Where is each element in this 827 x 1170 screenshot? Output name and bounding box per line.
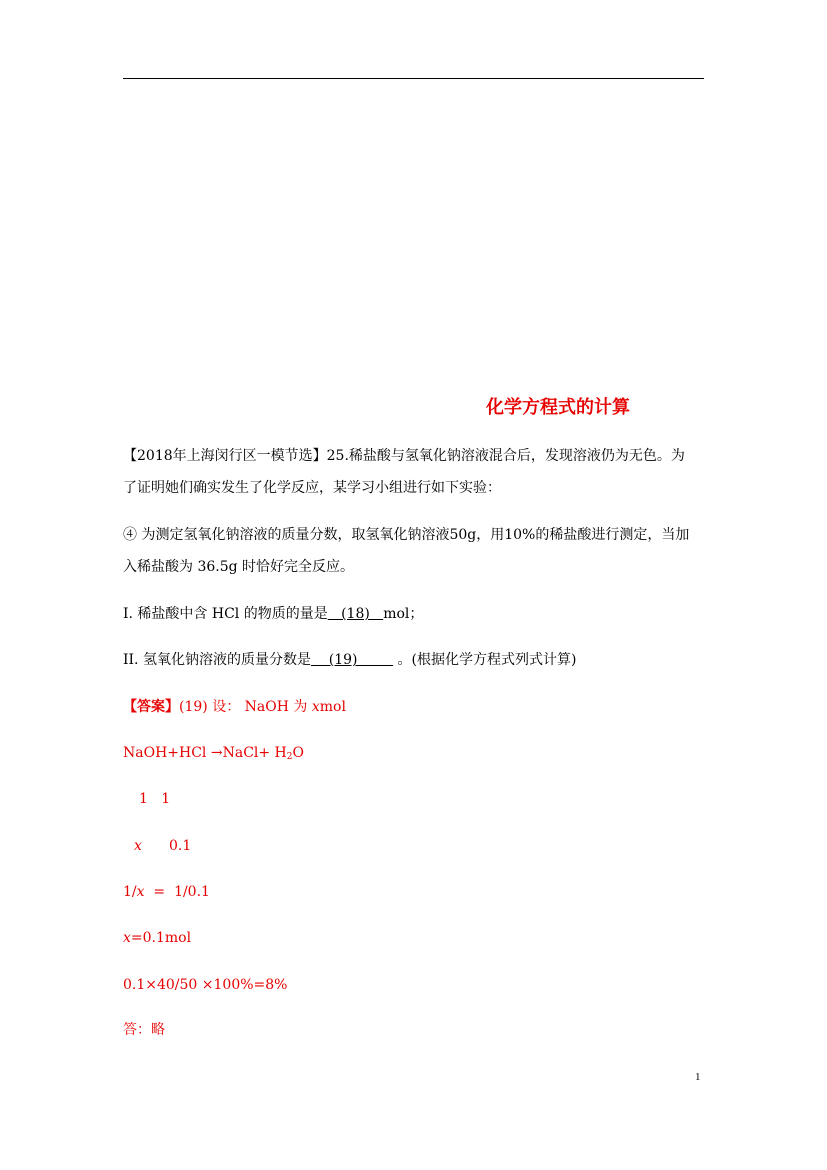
sub1-prefix: I. 稀盐酸中含 HCl 的物质的量是 (123, 606, 328, 622)
equation-right: O (292, 745, 304, 761)
question-intro-text: 25.稀盐酸与氢氧化钠溶液混合后，发现溶液仍为无色。为 (326, 448, 685, 464)
equation-line (123, 744, 304, 766)
sub2-blank: (19) (310, 652, 394, 668)
sub-question-2 (123, 651, 576, 669)
sub1-suffix: mol； (383, 606, 424, 622)
question-intro-line2: 了证明她们确实发生了化学反应，某学习小组进行如下实验： (123, 480, 501, 496)
proportion-post: = 1/0.1 (144, 884, 210, 900)
answer-set-var: x (311, 699, 320, 715)
equation-left: NaOH+HCl →NaCl+ H (123, 745, 287, 761)
conclusion-line: 答：略 (123, 1022, 165, 1038)
proportion-line (123, 883, 210, 901)
percent-calc-line: 0.1×40/50 ×100%=8% (123, 977, 288, 993)
page-title: 化学方程式的计算 (486, 397, 630, 418)
result-line (123, 929, 191, 947)
x-label: x (134, 838, 142, 854)
part4-line1: ④ 为测定氢氧化钠溶液的质量分数，取氢氧化钠溶液50g，用10%的稀盐酸进行测定，当加 (123, 527, 690, 543)
equation-subscript: 2 (286, 752, 293, 762)
page-number: 1 (695, 1071, 701, 1083)
answer-label: 【答案】 (123, 699, 179, 715)
answer-set-unit: mol (319, 699, 346, 715)
x-value: 0.1 (169, 838, 192, 854)
sub1-blank: (18) (327, 606, 384, 622)
answer-set-line (123, 698, 346, 716)
proportion-pre: 1/ (123, 884, 137, 900)
sub2-prefix: II. 氢氧化钠溶液的质量分数是 (123, 652, 311, 668)
sub-question-1 (123, 605, 423, 623)
result-var: x (123, 930, 131, 946)
part4-line2: 入稀盐酸为 36.5g 时恰好完全反应。 (123, 559, 355, 575)
header-rule (123, 78, 704, 79)
proportion-var: x (136, 884, 145, 900)
result-value: =0.1mol (130, 930, 192, 946)
answer-set-prefix: (19) 设： NaOH 为 (179, 699, 312, 715)
sub2-suffix: 。(根据化学方程式列式计算) (393, 652, 577, 668)
source-tag: 【2018年上海闵行区一模节选】 (123, 448, 327, 464)
question-intro-line1 (123, 447, 685, 465)
ratio-line: 1 1 (139, 791, 171, 807)
